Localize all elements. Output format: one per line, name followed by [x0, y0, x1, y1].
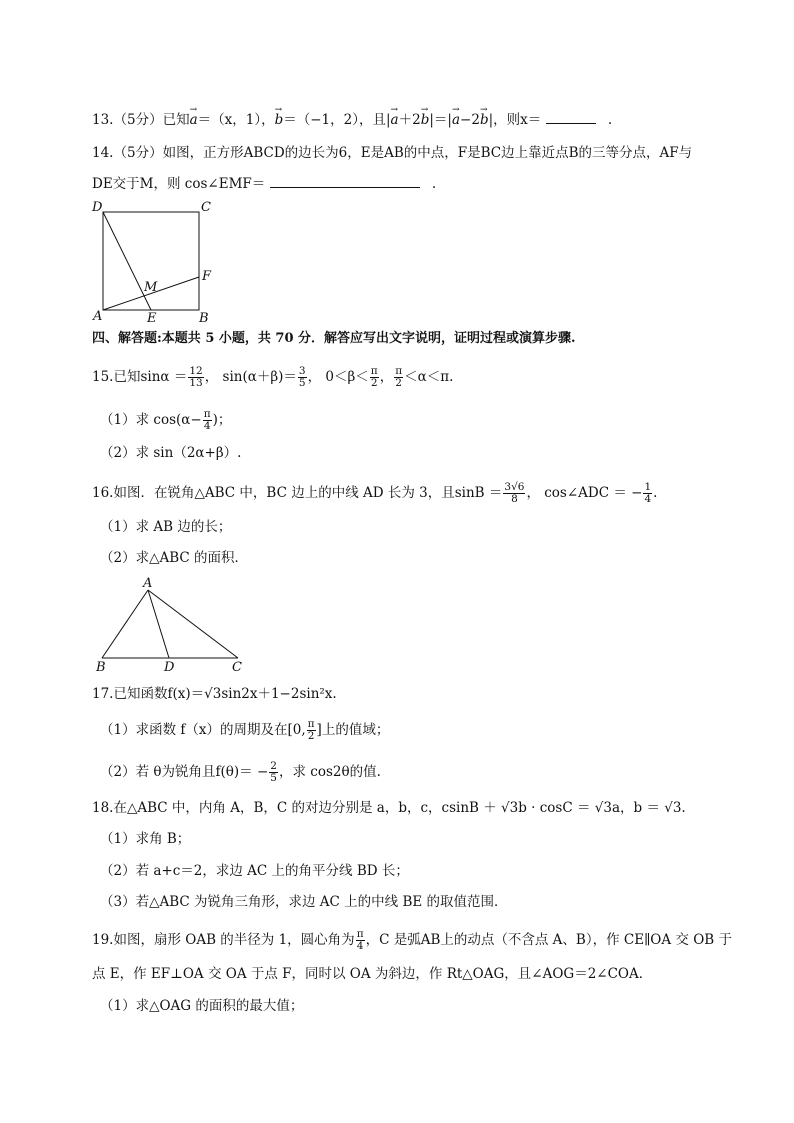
q14-text-2: DE交于M，则 cos∠EMF＝: [92, 176, 266, 192]
q15-d: ，: [379, 369, 394, 385]
question-number: 14.: [92, 145, 114, 161]
question-19: [92, 925, 732, 955]
q13-tail: |，则x＝: [488, 112, 542, 128]
question-14-line2: [92, 174, 436, 194]
q19-b: ，C 是弧AB上的动点（不含点 A、B），作 CE∥OA 交 OB 于: [365, 932, 732, 948]
q13-eq-b: ＝（−1，2），且|: [283, 112, 391, 128]
q16-a: 如图．在锐角△ABC 中，BC 边上的中线 AD 长为 3，且sinB ＝: [113, 485, 503, 501]
square-figure: [88, 198, 218, 324]
q13-abs-eq: |＝|: [429, 112, 452, 128]
question-14-line1: [92, 143, 692, 163]
q17-p1-a: （1）求函数 f（x）的周期及在[0,: [100, 722, 306, 738]
q15-p1-b: )；: [212, 412, 232, 428]
label-a: A: [93, 309, 103, 324]
score: （5分）: [113, 112, 163, 128]
q15-a: 已知sinα ＝: [113, 369, 188, 385]
answer-blank[interactable]: [270, 175, 420, 188]
q17-part2: [100, 757, 381, 787]
question-15: [92, 362, 453, 392]
question-18: [92, 798, 686, 818]
vector-b: → b: [421, 110, 430, 130]
q16-part2: （2）求△ABC 的面积．: [100, 550, 249, 566]
q17-p1-b: ]上的值域；: [316, 722, 390, 738]
answer-blank[interactable]: [546, 111, 596, 124]
question-number: 15.: [92, 369, 114, 385]
question-13: [92, 110, 612, 130]
q15-part1: [100, 405, 231, 435]
label-c: C: [232, 660, 242, 674]
q18-a: 在△ABC 中，内角 A，B，C 的对边分别是 a，b，c，csinB ＋ √3b · cosC ＝ √3a，b ＝ √3.: [113, 800, 686, 816]
q17-p2-a: （2）若 θ为锐角且f(θ)＝ −: [100, 764, 269, 780]
q19-part1: （1）求△OAG 的面积的最大值；: [100, 998, 304, 1014]
segment-de: [103, 212, 151, 310]
segment-ac: [148, 590, 238, 658]
q13-abs1: ＋2: [398, 112, 421, 128]
q18-part2: （2）若 a+c＝2，求边 AC 上的角平分线 BD 长；: [100, 863, 409, 879]
q14-end: .: [431, 176, 437, 192]
q17-p2-b: ，求 cos2θ的值.: [278, 764, 381, 780]
label-b: B: [199, 311, 209, 324]
label-d: D: [164, 660, 175, 674]
fraction: $\frac{12}{13}$: [189, 365, 203, 389]
q19-line2: 点 E，作 EF⊥OA 交 OA 于点 F，同时以 OA 为斜边，作 Rt△OAG，且∠AOG＝2∠COA．: [92, 966, 653, 982]
vector-a: → a: [452, 110, 460, 130]
label-e: E: [147, 311, 157, 324]
fraction: $\frac{3}{5}$: [298, 365, 306, 389]
fraction: $\frac{1}{4}$: [644, 481, 652, 505]
q15-part2: （2）求 sin（2α+β）.: [100, 445, 242, 461]
q15-c: ， 0＜β＜: [307, 369, 369, 385]
vector-b: → b: [480, 110, 489, 130]
question-number: 18.: [92, 800, 114, 816]
q13-abs2: −2: [460, 112, 480, 128]
q19-a: 如图，扇形 OAB 的半径为 1，圆心角为: [113, 932, 355, 948]
section-heading: 四、解答题:本题共 5 小题，共 70 分．解答应写出文字说明，证明过程或演算步骤.: [92, 331, 576, 346]
q15-b: ， sin(α＋β)＝: [204, 369, 297, 385]
vector-a: → a: [190, 110, 198, 130]
label-c: C: [201, 200, 211, 215]
q13-text: 已知: [162, 112, 190, 128]
label-f: F: [202, 269, 212, 284]
question-number: 17.: [92, 686, 114, 702]
score: （5分）: [113, 145, 163, 161]
fraction: $\frac{\pi}{2}$: [307, 718, 315, 742]
q17-part1: [100, 715, 389, 745]
q16-c: .: [653, 485, 658, 501]
q16-part1: （1）求 AB 边的长；: [100, 519, 232, 535]
q16-b: ， cos∠ADC ＝ −: [526, 485, 643, 501]
segment-ab: [102, 590, 148, 658]
vector-b: → b: [275, 110, 284, 130]
label-m: M: [144, 280, 158, 295]
label-a: A: [143, 576, 153, 591]
vector-a: → a: [391, 110, 399, 130]
q15-p1-a: （1）求 cos(α−: [100, 412, 202, 428]
fraction: $\frac{3√6}{8}$: [504, 481, 525, 505]
segment-ad: [148, 590, 169, 658]
fraction: $\frac{\pi}{2}$: [370, 365, 378, 389]
question-number: 16.: [92, 485, 114, 501]
fraction: $\frac{\pi}{4}$: [203, 408, 211, 432]
label-b: B: [96, 660, 106, 674]
q18-part1: （1）求角 B；: [100, 831, 191, 847]
q13-end: .: [607, 112, 613, 128]
question-number: 13.: [92, 112, 114, 128]
fraction: $\frac{\pi}{4}$: [356, 928, 364, 952]
square-abcd: [103, 212, 199, 310]
fraction: $\frac{2}{5}$: [270, 760, 277, 784]
q18-part3: （3）若△ABC 为锐角三角形，求边 AC 上的中线 BE 的取值范围．: [100, 894, 508, 910]
label-d: D: [92, 200, 103, 215]
fraction: $\frac{\pi}{2}$: [395, 365, 403, 389]
q17-a: 已知函数f(x)＝√3sin2x＋1−2sin²x.: [113, 686, 337, 702]
q15-e: ＜α＜π.: [404, 369, 454, 385]
q13-eq-a: ＝（x，1），: [197, 112, 275, 128]
q14-text: 如图，正方形ABCD的边长为6，E是AB的中点，F是BC边上靠近点B的三等分点，AF与: [162, 145, 693, 161]
question-16: [92, 478, 657, 508]
triangle-figure: [92, 574, 252, 674]
question-17: [92, 684, 337, 704]
question-number: 19.: [92, 932, 114, 948]
